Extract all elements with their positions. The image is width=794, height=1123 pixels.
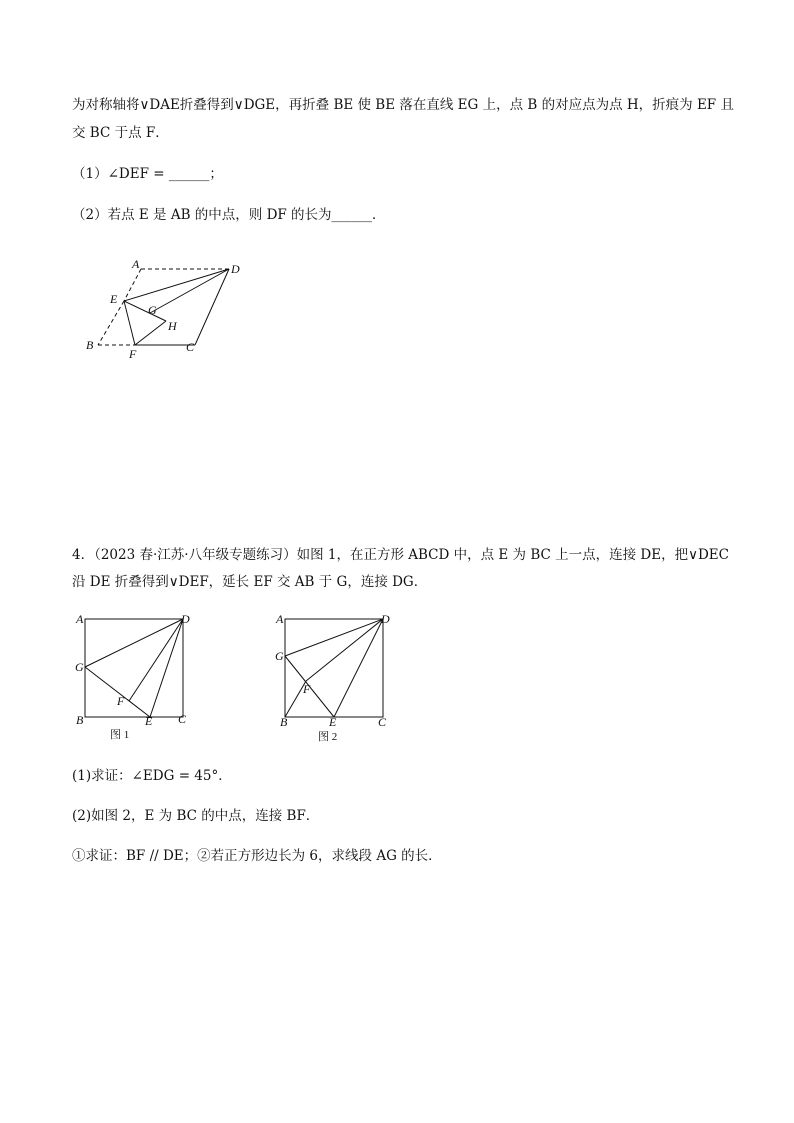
q4-fig1-edge-GE <box>85 667 150 717</box>
q4-fig1-caption: 图 1 <box>110 729 130 741</box>
q3-part-1: （1）∠DEF = ______； <box>72 166 223 182</box>
q4-part-2: (2)如图 2，E 为 BC 的中点，连接 BF． <box>72 808 320 824</box>
q3-edge-EF <box>124 301 135 345</box>
q4-text-line-2: 沿 DE 折叠得到∨DEF，延长 EF 交 AB 于 G，连接 DG． <box>72 574 428 590</box>
q4-fig2-edge-GD <box>285 619 383 656</box>
q4-fig2-label-C: C <box>378 715 387 729</box>
q3-edge-CD <box>195 269 229 345</box>
q3-figure <box>80 255 250 365</box>
q4-fig2-edge-FD <box>306 619 383 681</box>
q4-fig1-label-D: D <box>181 612 190 626</box>
q4-fig1-label-G: G <box>75 660 84 674</box>
q4-fig2-caption: 图 2 <box>318 731 338 743</box>
q4-fig2-label-E: E <box>329 715 337 729</box>
q4-fig2-edge-ED <box>334 619 383 717</box>
q3-edge-ED <box>124 269 229 301</box>
q3-label-E: E <box>110 292 118 306</box>
q4-part-1: (1)求证：∠EDG = 45°． <box>72 768 232 784</box>
q3-edge-EH <box>124 301 166 321</box>
q4-fig2-label-G: G <box>275 649 284 663</box>
q3-text-line-2: 交 BC 于点 F． <box>72 125 169 141</box>
q4-text-line-1: 4．（2023 春·江苏·八年级专题练习）如图 1，在正方形 ABCD 中，点 E 为 BC 上一点，连接 DE，把∨DEC <box>72 547 729 563</box>
q3-edge-EB <box>98 301 124 345</box>
q3-text-line-1: 为对称轴将∨DAE折叠得到∨DGE，再折叠 BE 使 BE 落在直线 EG 上，点 B 的对应点为点 H，折痕为 EF 且 <box>72 97 734 113</box>
q3-label-F: F <box>129 347 137 361</box>
q3-edge-GD <box>150 269 229 313</box>
q4-fig2-square <box>285 619 383 717</box>
q3-label-G: G <box>148 303 157 317</box>
q4-fig1-label-C: C <box>178 712 187 726</box>
q3-label-C: C <box>186 340 195 354</box>
q4-fig1-label-A: A <box>76 612 84 626</box>
q4-part-3: ①求证：BF // DE；②若正方形边长为 6，求线段 AG 的长． <box>72 848 442 864</box>
q4-fig2-label-B: B <box>280 715 288 729</box>
q4-figure-2 <box>270 608 400 746</box>
q4-fig2-label-F: F <box>303 682 311 696</box>
q4-fig1-edge-ED <box>150 619 183 717</box>
q3-label-B: B <box>86 338 94 352</box>
q4-fig1-edge-GD <box>85 619 183 667</box>
q4-fig2-label-D: D <box>381 612 390 626</box>
q4-fig1-label-E: E <box>145 714 153 728</box>
q4-fig1-label-F: F <box>117 694 125 708</box>
q3-edge-FH <box>135 321 166 345</box>
q4-fig1-edge-FD <box>129 619 183 701</box>
q4-fig1-label-B: B <box>76 713 84 727</box>
q4-fig2-label-A: A <box>276 612 284 626</box>
q3-label-D: D <box>231 262 240 276</box>
q4-figure-1 <box>70 608 200 746</box>
q3-label-A: A <box>132 257 140 271</box>
q3-part-2: （2）若点 E 是 AB 的中点，则 DF 的长为______． <box>72 207 386 223</box>
q3-label-H: H <box>168 319 177 333</box>
q4-fig1-square <box>85 619 183 717</box>
